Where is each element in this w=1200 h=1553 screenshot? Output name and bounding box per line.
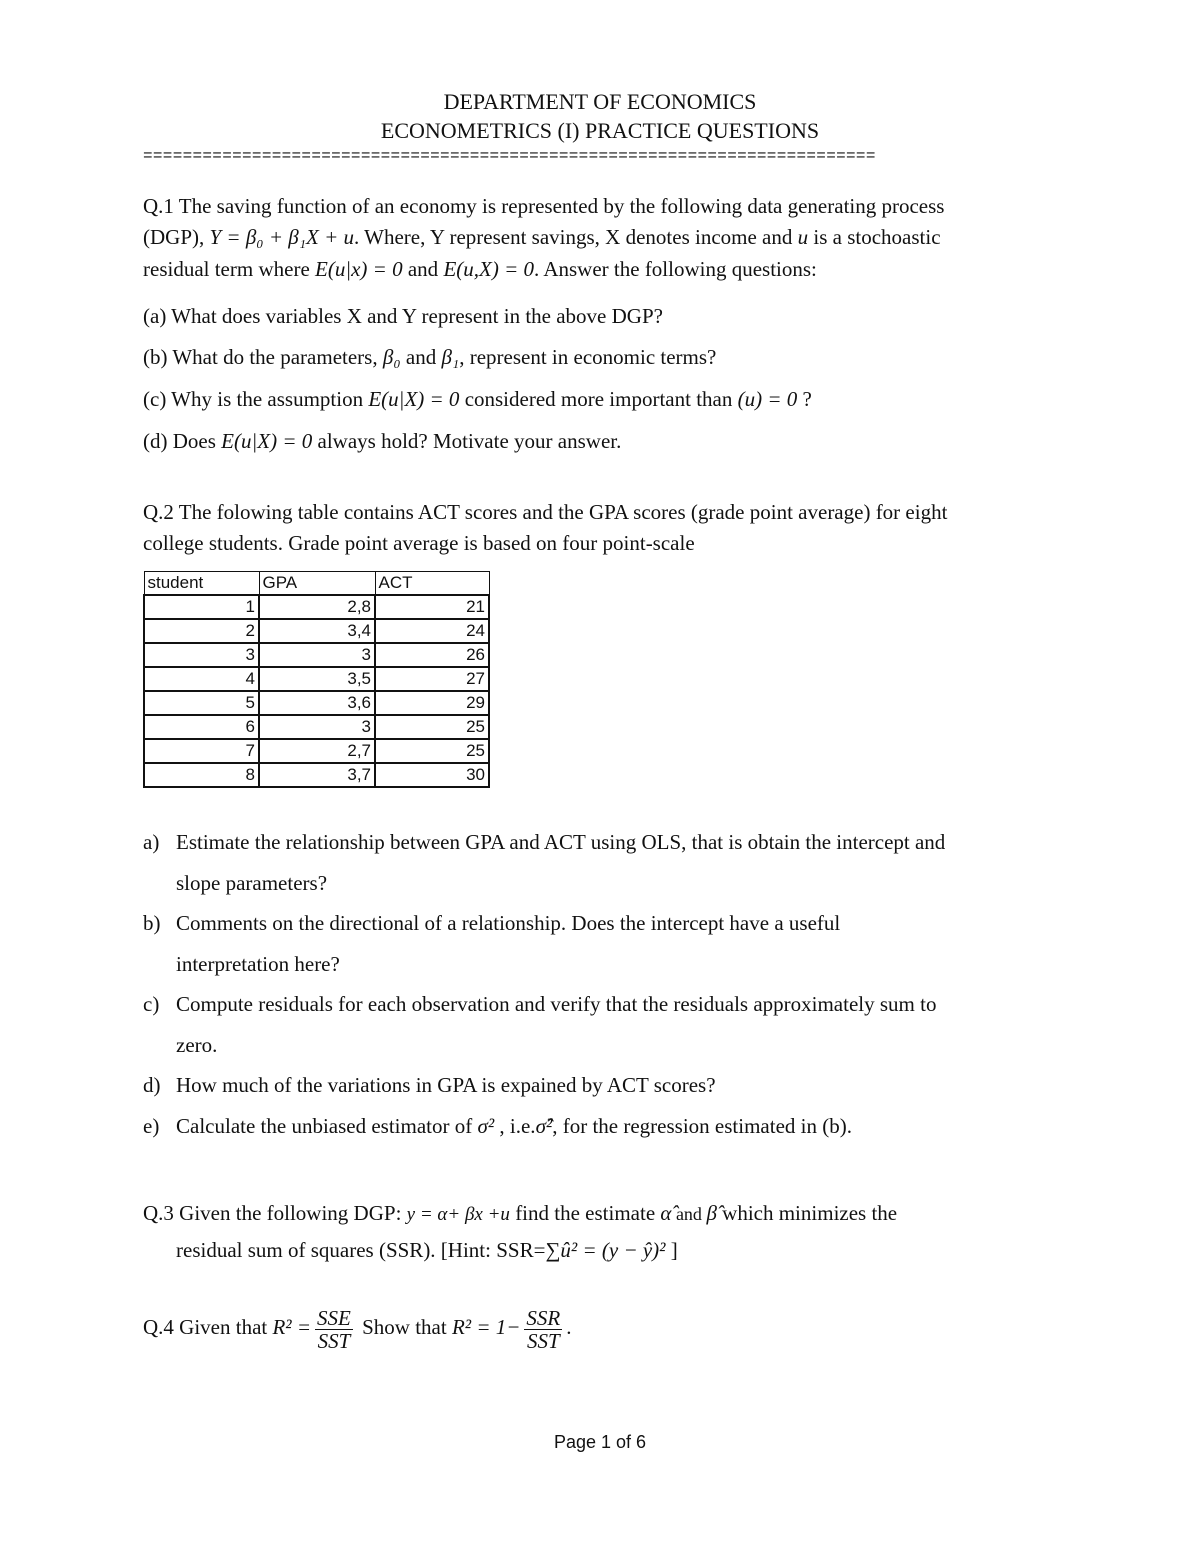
q2-item-a-line-1: Estimate the relationship between GPA and ACT using OLS, that is obtain the intercept and bbox=[176, 830, 946, 854]
q2-e-sigma: σ² bbox=[477, 1114, 495, 1138]
table-row bbox=[144, 763, 489, 787]
table-header-cell: GPA bbox=[259, 572, 375, 596]
q2-item-d-label: d) bbox=[143, 1073, 161, 1097]
table-cell: 6 bbox=[144, 715, 259, 739]
page-number: Page 1 of 6 bbox=[553, 1432, 647, 1452]
q4-line bbox=[143, 1303, 572, 1351]
q2-item-b-label: b) bbox=[143, 911, 161, 935]
table-cell: 2,7 bbox=[259, 739, 375, 763]
q4-fraction-1 bbox=[315, 1307, 353, 1352]
q3-post: which minimizes the bbox=[716, 1201, 898, 1225]
q1-d-post: always hold? Motivate your answer. bbox=[312, 429, 622, 453]
q2-intro-line-1: Q.2 The folowing table contains ACT scores and the GPA scores (grade point average) for eight bbox=[143, 500, 948, 524]
q2-e-pre: Calculate the unbiased estimator of bbox=[176, 1114, 478, 1138]
table-cell: 2 bbox=[144, 619, 259, 643]
q1-c-expr1: E(u|X) = 0 bbox=[368, 387, 460, 411]
q1-line-3b: . Answer the following questions: bbox=[534, 257, 817, 281]
q2-e-post: , for the regression estimated in (b). bbox=[552, 1114, 852, 1138]
q2-e-sigma-hat: σ̂² bbox=[535, 1114, 553, 1138]
table-cell: 7 bbox=[144, 739, 259, 763]
table-cell: 2,8 bbox=[259, 595, 375, 619]
table-row bbox=[144, 595, 489, 619]
table-header-row bbox=[144, 572, 489, 596]
q3-beta-hat: β̂ bbox=[706, 1201, 717, 1225]
table-cell: 4 bbox=[144, 667, 259, 691]
table-row bbox=[144, 667, 489, 691]
q2-item-d-line-1: How much of the variations in GPA is expained by ACT scores? bbox=[176, 1073, 716, 1097]
q1-assumption-1: E(u|x) = 0 bbox=[315, 257, 403, 281]
table-cell: 5 bbox=[144, 691, 259, 715]
q2-item-e-label: e) bbox=[143, 1114, 160, 1138]
q4-r2-lhs-2: R² = 1− bbox=[451, 1315, 521, 1339]
q2-item-b-line-1: Comments on the directional of a relationship. Does the intercept have a useful bbox=[176, 911, 841, 935]
q2-item-c-line-2: zero. bbox=[176, 1033, 218, 1057]
q3-mid: find the estimate bbox=[509, 1201, 661, 1225]
table-cell: 3 bbox=[259, 715, 375, 739]
q1-c-post: ? bbox=[797, 387, 812, 411]
department-title: DEPARTMENT OF ECONOMICS bbox=[443, 89, 757, 114]
table-cell: 30 bbox=[375, 763, 489, 787]
table-row bbox=[144, 715, 489, 739]
table-cell: 24 bbox=[375, 619, 489, 643]
q4-frac2-denominator: SST bbox=[526, 1328, 560, 1353]
table-header-cell: ACT bbox=[375, 572, 489, 596]
q1-b-and: and bbox=[400, 345, 442, 369]
q1-line-2a: (DGP), bbox=[143, 225, 210, 249]
q3-formula: y = α+ βx +u bbox=[406, 1204, 510, 1225]
q3-line-2-formula: ∑û² = (y − ŷ)² bbox=[545, 1238, 666, 1262]
q3-line-2 bbox=[176, 1236, 678, 1264]
table-cell: 1 bbox=[144, 595, 259, 619]
table-header-cell: student bbox=[144, 572, 259, 596]
q1-line-1: Q.1 The saving function of an economy is represented by the following data generating process bbox=[143, 194, 945, 218]
q4-pre: Q.4 Given that bbox=[143, 1315, 273, 1339]
q2-intro-line-2: college students. Grade point average is based on four point-scale bbox=[143, 531, 695, 555]
q2-item-b-line-2: interpretation here? bbox=[176, 952, 340, 976]
q1-line-2c: is a stochoastic bbox=[808, 225, 941, 249]
q1-item-a: (a) What does variables X and Y represent in the above DGP? bbox=[143, 304, 663, 328]
table-cell: 3,4 bbox=[259, 619, 375, 643]
q1-d-expr: E(u|X) = 0 bbox=[221, 429, 313, 453]
q1-line-3a: residual term where bbox=[143, 257, 316, 281]
table-cell: 3,5 bbox=[259, 667, 375, 691]
q3-and: and bbox=[671, 1204, 707, 1224]
q4-r2-lhs: R² = bbox=[272, 1315, 312, 1339]
table-cell: 27 bbox=[375, 667, 489, 691]
table-row bbox=[144, 691, 489, 715]
table-cell: 3 bbox=[259, 643, 375, 667]
q1-b-beta0: β₀ bbox=[382, 345, 401, 369]
q3-pre: Q.3 Given the following DGP: bbox=[143, 1201, 407, 1225]
table-cell: 25 bbox=[375, 715, 489, 739]
q2-item-c-line-1: Compute residuals for each observation and verify that the residuals approximately sum to bbox=[176, 992, 937, 1016]
q2-item-a-label: a) bbox=[143, 830, 160, 854]
q1-item-b bbox=[143, 343, 716, 371]
header-rule: ========================================================================== bbox=[143, 147, 876, 165]
q1-b-pre: (b) What do the parameters, bbox=[143, 345, 383, 369]
q1-c-expr2: (u) = 0 bbox=[737, 387, 798, 411]
table-cell: 26 bbox=[375, 643, 489, 667]
table-cell: 3,6 bbox=[259, 691, 375, 715]
q2-item-c-label: c) bbox=[143, 992, 160, 1016]
table-row bbox=[144, 739, 489, 763]
data-table bbox=[143, 571, 490, 788]
q3-line-2-pre: residual sum of squares (SSR). [Hint: SSR= bbox=[176, 1238, 546, 1262]
table-cell: 21 bbox=[375, 595, 489, 619]
q1-line-2b: . Where, Y represent savings, X denotes income and bbox=[354, 225, 798, 249]
table-cell: 29 bbox=[375, 691, 489, 715]
q4-fraction-2 bbox=[524, 1307, 562, 1352]
q4-frac1-numerator: SSE bbox=[317, 1305, 351, 1330]
q1-b-post: , represent in economic terms? bbox=[459, 345, 717, 369]
table-row bbox=[144, 643, 489, 667]
q1-line-3-and: and bbox=[402, 257, 444, 281]
q2-item-e-line-1 bbox=[176, 1112, 852, 1140]
q2-e-mid: , i.e. bbox=[494, 1114, 536, 1138]
course-title: ECONOMETRICS (I) PRACTICE QUESTIONS bbox=[380, 118, 820, 143]
table-cell: 3 bbox=[144, 643, 259, 667]
table-row bbox=[144, 619, 489, 643]
q4-mid: Show that bbox=[356, 1315, 452, 1339]
q1-d-pre: (d) Does bbox=[143, 429, 222, 453]
table-cell: 25 bbox=[375, 739, 489, 763]
q3-line-1 bbox=[143, 1199, 897, 1229]
q4-frac2-numerator: SSR bbox=[526, 1305, 561, 1330]
q1-dgp-formula: Y = β₀ + β₁X + u bbox=[209, 225, 355, 249]
q1-c-pre: (c) Why is the assumption bbox=[143, 387, 369, 411]
q1-assumption-2: E(u,X) = 0 bbox=[443, 257, 534, 281]
q1-item-d bbox=[143, 427, 621, 455]
table-cell: 3,7 bbox=[259, 763, 375, 787]
q1-item-c bbox=[143, 385, 812, 413]
q4-frac1-denominator: SST bbox=[317, 1328, 351, 1353]
q4-post: . bbox=[566, 1315, 572, 1339]
q3-alpha-hat: α̂ bbox=[660, 1201, 672, 1225]
table-cell: 8 bbox=[144, 763, 259, 787]
q1-u-symbol: u bbox=[797, 225, 809, 249]
q2-item-a-line-2: slope parameters? bbox=[176, 871, 328, 895]
q1-line-2 bbox=[143, 223, 941, 251]
q1-line-3 bbox=[143, 255, 817, 283]
q3-line-2-post: ] bbox=[665, 1238, 678, 1262]
q1-c-mid: considered more important than bbox=[459, 387, 738, 411]
q1-b-beta1: β₁ bbox=[441, 345, 460, 369]
